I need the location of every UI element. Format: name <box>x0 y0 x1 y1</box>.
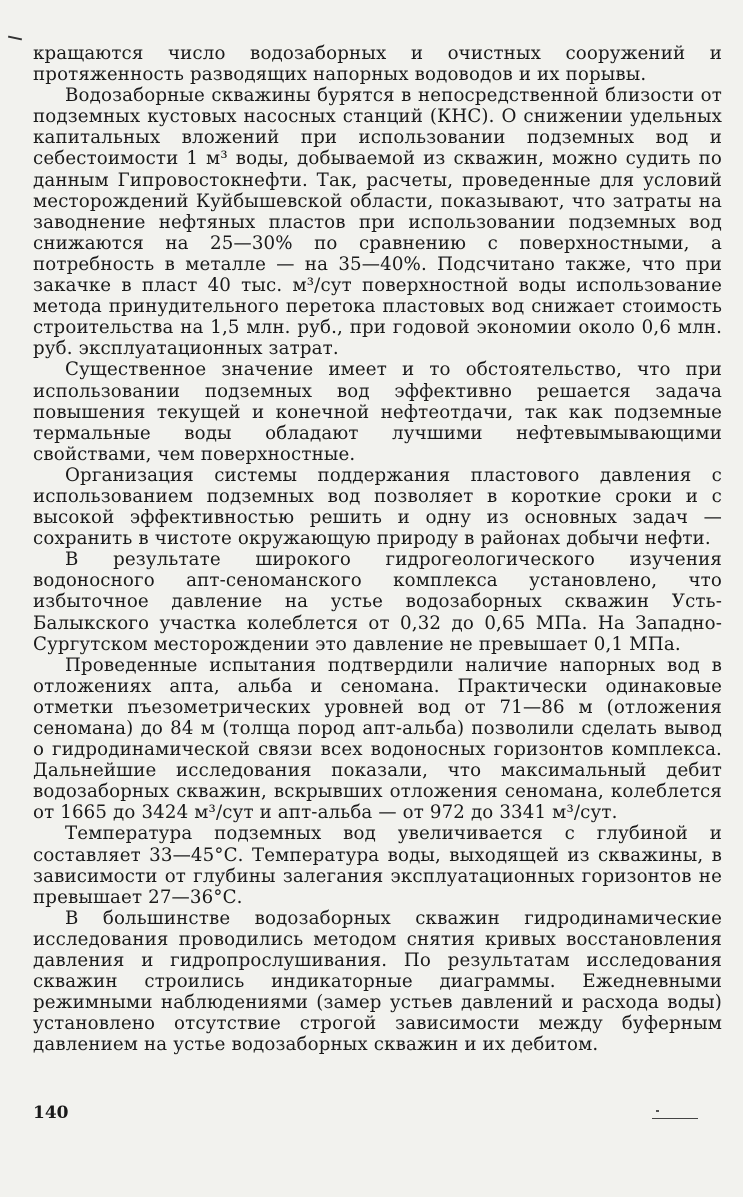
paragraph-3: Существенное значение имеет и то обстоятельство, что при использовании подземных вод эффективно решается задача повышения текущей и конечной нефтеотдачи, так как подземные термальные воды обладают лучшими нефтевымывающими свойствами, чем поверхностные. <box>33 359 722 465</box>
scan-mark-dot <box>656 1110 659 1112</box>
paragraph-4: Организация системы поддержания пластового давления с использованием подземных вод позволяет в короткие сроки и с высокой эффективностью решить и одну из основных задач — сохранить в чистоте окружающую природу в районах добычи нефти. <box>33 464 722 550</box>
page-body <box>33 43 722 1056</box>
paragraph-2: Водозаборные скважины бурятся в непосредственной близости от подземных кустовых насосных станций (КНС). О снижении удельных капитальных вложений при использовании подземных вод и себестоимости 1 м³ воды, добываемой из скважин, можно судить по данным Гипровостокнефти. Так, расчеты, проведенные для условий месторождений Куйбышевской области, показывают, что затраты на заводнение нефтяных пластов при использовании подземных вод снижаются на 25—30% по сравнению с поверхностными, а потребность в металле — на 35—40%. Подсчитано также, что при закачке в пласт 40 тыс. м³/сут поверхностной воды использование метода принудительного перетока пластовых вод снижает стоимость строительства на 1,5 млн. руб., при годовой экономии около 0,6 млн. руб. эксплуатационных затрат. <box>33 85 722 360</box>
paragraph-1: кращаются число водозаборных и очистных сооружений и протяженность разводящих напорных водоводов и их порывы. <box>33 43 722 86</box>
scan-mark-top <box>8 36 22 41</box>
page-number: 140 <box>33 1103 69 1123</box>
paragraph-8: В большинстве водозаборных скважин гидродинамические исследования проводились методом снятия кривых восстановления давления и гидропрослушивания. По результатам исследования скважин строились индикаторные диаграммы. Ежедневными режимными наблюдениями (замер устьев давлений и расхода воды) установлено отсутствие строгой зависимости между буферным давлением на устье водозаборных скважин и их дебитом. <box>33 907 722 1056</box>
paragraph-5: В результате широкого гидрогеологического изучения водоносного апт-сеноманского комплекса установлено, что избыточное давление на устье водозаборных скважин Усть-Балыкского участка колеблется от 0,32 до 0,65 МПа. На Западно-Сургутском месторождении это давление не превышает 0,1 МПа. <box>33 549 722 655</box>
paragraph-6: Проведенные испытания подтвердили наличие напорных вод в отложениях апта, альба и сеномана. Практически одинаковые отметки пъезометрических уровней вод от 71—86 м (отложения сеномана) до 84 м (толща пород апт-альба) позволили сделать вывод о гидродинамической связи всех водоносных горизонтов комплекса. Дальнейшие исследования показали, что максимальный дебит водозаборных скважин, вскрывших отложения сеномана, колеблется от 1665 до 3424 м³/сут и апт-альба — от 972 до 3341 м³/сут. <box>33 654 722 824</box>
scan-mark-bottom <box>652 1118 698 1119</box>
paragraph-7: Температура подземных вод увеличивается с глубиной и составляет 33—45°С. Температура воды, выходящей из скважины, в зависимости от глубины залегания эксплуатационных горизонтов не превышает 27—36°С. <box>33 823 722 908</box>
